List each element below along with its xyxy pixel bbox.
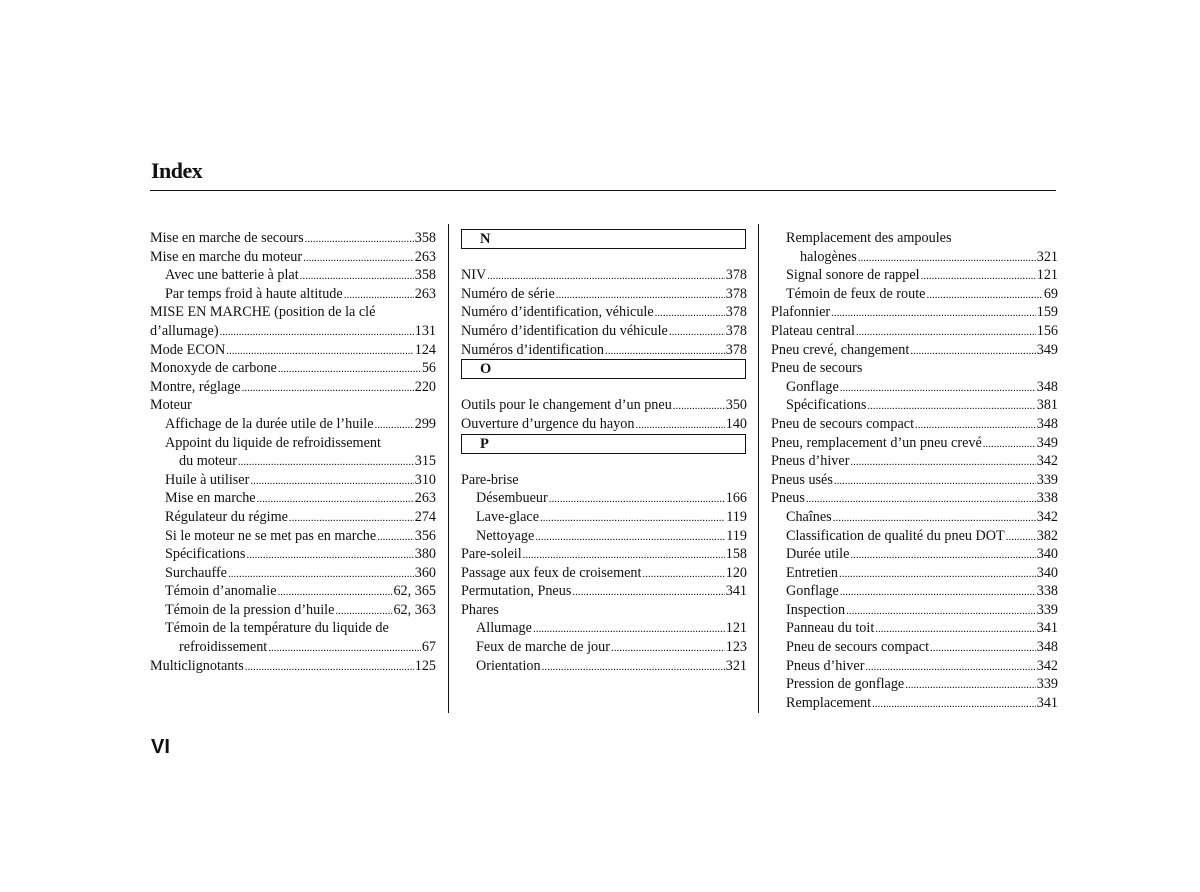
index-column-2	[461, 229, 747, 675]
page-reference: 321	[725, 657, 747, 674]
index-entry	[461, 322, 747, 341]
dot-leader	[605, 341, 725, 361]
index-entry	[771, 527, 1058, 546]
dot-leader	[905, 675, 1036, 695]
index-entry	[461, 266, 747, 285]
dot-leader	[238, 452, 414, 472]
dot-leader	[921, 266, 1036, 286]
index-entry	[771, 471, 1058, 490]
index-term: Lave-glace	[476, 508, 540, 525]
index-term: MISE EN MARCHE (position de la clé	[150, 304, 376, 321]
page-reference: 350	[725, 397, 747, 414]
index-entry	[150, 285, 436, 304]
page-reference: 378	[725, 304, 747, 321]
page-reference: 220	[414, 378, 436, 395]
page-reference: 381	[1036, 397, 1058, 414]
dot-leader	[926, 285, 1042, 305]
index-term: Pression de gonflage	[786, 676, 905, 693]
page-reference: 338	[1036, 583, 1058, 600]
page-reference: 341	[1036, 620, 1058, 637]
index-term: Chaînes	[786, 508, 832, 525]
index-term: Pneus	[771, 490, 805, 507]
dot-leader	[840, 378, 1036, 398]
index-entry	[771, 657, 1058, 676]
index-term: Outils pour le changement d’un pneu	[461, 397, 672, 414]
index-term: Pneu de secours	[771, 360, 863, 377]
index-entry	[771, 303, 1058, 322]
index-entry	[771, 415, 1058, 434]
index-term: Plafonnier	[771, 304, 831, 321]
dot-leader	[930, 638, 1036, 658]
index-term: Numéros d’identification	[461, 341, 605, 358]
index-entry	[461, 638, 747, 657]
page-reference: 380	[414, 546, 436, 563]
index-term: Allumage	[476, 620, 532, 637]
page-reference: 62, 365	[393, 583, 436, 600]
page-reference: 378	[725, 267, 747, 284]
index-term: Pare-soleil	[461, 546, 522, 563]
index-term: Durée utile	[786, 546, 850, 563]
index-term: Pneu crevé, changement	[771, 341, 910, 358]
index-entry	[461, 508, 747, 527]
page-reference: 349	[1036, 341, 1058, 358]
index-entry	[771, 675, 1058, 694]
index-entry	[150, 545, 436, 564]
index-term: Nettoyage	[476, 527, 535, 544]
index-entry	[771, 564, 1058, 583]
index-entry	[150, 415, 436, 434]
index-term: Permutation, Pneus	[461, 583, 572, 600]
dot-leader	[806, 489, 1036, 509]
page-reference: 159	[1036, 304, 1058, 321]
dot-leader	[856, 322, 1036, 342]
dot-leader	[839, 564, 1036, 584]
index-term: Entretien	[786, 564, 838, 581]
index-term: Si le moteur ne se met pas en marche	[165, 527, 377, 544]
index-entry	[461, 545, 747, 564]
dot-leader	[983, 434, 1036, 454]
dot-leader	[242, 378, 414, 398]
index-entry	[461, 564, 747, 583]
index-entry	[461, 303, 747, 322]
index-entry	[771, 452, 1058, 471]
index-term: Avec une batterie à plat	[165, 267, 299, 284]
index-entry	[461, 582, 747, 601]
index-entry	[150, 303, 436, 322]
index-term: Appoint du liquide de refroidissement	[165, 434, 381, 451]
page-reference: 348	[1036, 639, 1058, 656]
index-term: Témoin d’anomalie	[165, 583, 277, 600]
index-term: Pare-brise	[461, 471, 519, 488]
index-entry	[150, 471, 436, 490]
index-term: d’allumage)	[150, 322, 219, 339]
page-reference: 158	[725, 546, 747, 563]
page-reference: 119	[726, 508, 747, 525]
page-reference: 341	[725, 583, 747, 600]
page-reference: 125	[414, 657, 436, 674]
index-entry	[771, 396, 1058, 415]
dot-leader	[246, 545, 413, 565]
index-term: Remplacement	[786, 694, 872, 711]
index-term: refroidissement	[179, 639, 268, 656]
dot-leader	[831, 303, 1036, 323]
index-entry	[461, 489, 747, 508]
dot-leader	[540, 508, 725, 528]
index-term: Orientation	[476, 657, 541, 674]
page-reference: 166	[725, 490, 747, 507]
page-reference: 378	[725, 341, 747, 358]
index-entry	[771, 322, 1058, 341]
dot-leader	[875, 619, 1035, 639]
dot-leader	[542, 657, 725, 677]
index-entry	[771, 601, 1058, 620]
index-term: Huile à utiliser	[165, 471, 250, 488]
page-reference: 156	[1036, 322, 1058, 339]
dot-leader	[257, 489, 414, 509]
index-entry	[771, 266, 1058, 285]
page-title: Index	[151, 158, 203, 183]
dot-leader	[533, 619, 725, 639]
index-entry	[150, 322, 436, 341]
index-term: Numéro d’identification, véhicule	[461, 304, 654, 321]
dot-leader	[220, 322, 414, 342]
index-term: Gonflage	[786, 378, 839, 395]
page-reference: 140	[725, 415, 747, 432]
page-reference: 358	[414, 267, 436, 284]
index-term: Surchauffe	[165, 564, 227, 581]
page-reference: 348	[1036, 415, 1058, 432]
index-entry	[150, 452, 436, 471]
page-reference: 339	[1036, 471, 1058, 488]
index-term: Mise en marche du moteur	[150, 248, 303, 265]
dot-leader	[278, 359, 421, 379]
page-reference: 378	[725, 285, 747, 302]
dot-leader	[833, 508, 1036, 528]
dot-leader	[335, 601, 392, 621]
page-reference: 263	[414, 285, 436, 302]
page-reference: 263	[414, 248, 436, 265]
index-column-3	[771, 229, 1058, 712]
dot-leader	[226, 341, 413, 361]
page-number: VI	[151, 736, 170, 758]
index-term: Inspection	[786, 601, 846, 618]
dot-leader	[556, 285, 725, 305]
dot-leader	[850, 545, 1035, 565]
dot-leader	[535, 527, 725, 547]
index-term: Régulateur du régime	[165, 508, 288, 525]
index-term: Phares	[461, 601, 499, 618]
page-reference: 339	[1036, 601, 1058, 618]
index-entry	[771, 341, 1058, 360]
page-reference: 69	[1043, 285, 1058, 302]
page-reference: 120	[725, 564, 747, 581]
index-entry	[771, 378, 1058, 397]
dot-leader	[375, 415, 414, 435]
index-entry	[150, 527, 436, 546]
index-entry	[150, 341, 436, 360]
index-term: Témoin de la pression d’huile	[165, 601, 335, 618]
index-term: Monoxyde de carbone	[150, 360, 277, 377]
dot-leader	[611, 638, 725, 658]
dot-leader	[834, 471, 1036, 491]
index-entry	[150, 248, 436, 267]
page-reference: 263	[414, 490, 436, 507]
index-entry	[150, 508, 436, 527]
index-term: Remplacement des ampoules	[786, 230, 952, 246]
dot-leader	[523, 545, 725, 565]
dot-leader	[910, 341, 1035, 361]
dot-leader	[655, 303, 725, 323]
index-term: Pneu, remplacement d’un pneu crevé	[771, 434, 982, 451]
dot-leader	[642, 564, 724, 584]
page-reference: 62, 363	[393, 601, 436, 618]
index-entry	[771, 508, 1058, 527]
title-rule	[150, 190, 1056, 191]
index-entry	[150, 489, 436, 508]
index-entry	[150, 396, 436, 415]
index-term: Pneu de secours compact	[786, 639, 930, 656]
index-entry	[771, 248, 1058, 267]
page-reference: 121	[725, 620, 747, 637]
page-reference: 340	[1036, 564, 1058, 581]
index-term: Feux de marche de jour	[476, 639, 610, 656]
dot-leader	[865, 657, 1035, 677]
dot-leader	[850, 452, 1035, 472]
section-letter-header: N	[461, 229, 746, 249]
dot-leader	[289, 508, 414, 528]
index-term: halogènes	[800, 248, 857, 265]
index-entry	[150, 601, 436, 620]
index-entry	[771, 582, 1058, 601]
page-reference: 321	[1036, 248, 1058, 265]
dot-leader	[377, 527, 414, 547]
page-reference: 119	[726, 527, 747, 544]
index-term: Mode ECON	[150, 341, 226, 358]
page-reference: 124	[414, 341, 436, 358]
page-reference: 342	[1036, 657, 1058, 674]
page-reference: 382	[1036, 527, 1058, 544]
index-term: Pneus d’hiver	[771, 453, 850, 470]
page-reference: 299	[414, 415, 436, 432]
page-reference: 131	[414, 322, 436, 339]
dot-leader	[840, 582, 1036, 602]
index-term: Plateau central	[771, 322, 855, 339]
index-term: Pneu de secours compact	[771, 415, 915, 432]
index-entry	[771, 229, 1058, 248]
dot-leader	[303, 248, 414, 268]
page-reference: 356	[414, 527, 436, 544]
index-entry	[150, 582, 436, 601]
index-entry	[461, 601, 747, 620]
page-reference: 67	[421, 639, 436, 656]
index-entry	[461, 619, 747, 638]
dot-leader	[846, 601, 1036, 621]
page-reference: 342	[1036, 453, 1058, 470]
index-entry	[150, 434, 436, 453]
page-reference: 349	[1036, 434, 1058, 451]
dot-leader	[228, 564, 414, 584]
index-term: Ouverture d’urgence du hayon	[461, 415, 635, 432]
dot-leader	[250, 471, 413, 491]
dot-leader	[635, 415, 724, 435]
index-entry	[771, 489, 1058, 508]
index-term: Témoin de la température du liquide de	[165, 620, 389, 637]
dot-leader	[344, 285, 414, 305]
index-entry	[150, 266, 436, 285]
page-reference: 358	[414, 230, 436, 246]
dot-leader	[245, 657, 414, 677]
index-entry	[771, 694, 1058, 713]
dot-leader	[278, 582, 393, 602]
index-entry	[771, 619, 1058, 638]
dot-leader	[487, 266, 725, 286]
dot-leader	[268, 638, 421, 658]
dot-leader	[549, 489, 725, 509]
index-entry	[150, 619, 436, 638]
dot-leader	[872, 694, 1036, 714]
page-reference: 56	[421, 360, 436, 377]
index-term: Passage aux feux de croisement	[461, 564, 642, 581]
index-term: Numéro d’identification du véhicule	[461, 322, 668, 339]
index-term: Signal sonore de rappel	[786, 267, 920, 284]
index-entry	[461, 285, 747, 304]
index-entry	[771, 285, 1058, 304]
dot-leader	[669, 322, 725, 342]
column-divider	[758, 224, 759, 713]
index-term: Numéro de série	[461, 285, 555, 302]
dot-leader	[673, 396, 725, 416]
index-term: Mise en marche	[165, 490, 256, 507]
index-term: Témoin de feux de route	[786, 285, 926, 302]
index-entry	[771, 359, 1058, 378]
page-reference: 121	[1036, 267, 1058, 284]
page-reference: 378	[725, 322, 747, 339]
index-term: Multiclignotants	[150, 657, 244, 674]
section-letter-header: O	[461, 359, 746, 379]
index-entry	[150, 657, 436, 676]
index-entry	[461, 415, 747, 434]
index-term: Pneus d’hiver	[786, 657, 865, 674]
index-term: Par temps froid à haute altitude	[165, 285, 343, 302]
page-reference: 339	[1036, 676, 1058, 693]
page-reference: 340	[1036, 546, 1058, 563]
index-term: Désembueur	[476, 490, 548, 507]
index-column-1	[150, 229, 436, 675]
index-term: Spécifications	[786, 397, 867, 414]
page-reference: 338	[1036, 490, 1058, 507]
index-entry	[461, 657, 747, 676]
index-term: Gonflage	[786, 583, 839, 600]
dot-leader	[915, 415, 1036, 435]
section-letter-header: P	[461, 434, 746, 454]
dot-leader	[572, 582, 724, 602]
index-term: NIV	[461, 267, 487, 284]
page-reference: 310	[414, 471, 436, 488]
index-entry	[461, 471, 747, 490]
index-entry	[150, 229, 436, 248]
index-term: Pneus usés	[771, 471, 833, 488]
index-term: Classification de qualité du pneu DOT	[786, 527, 1005, 544]
column-divider	[448, 224, 449, 713]
index-entry	[150, 638, 436, 657]
index-term: Montre, réglage	[150, 378, 241, 395]
index-term: Moteur	[150, 397, 192, 414]
index-entry	[771, 434, 1058, 453]
index-term: Mise en marche de secours	[150, 230, 304, 246]
page-reference: 123	[725, 639, 747, 656]
dot-leader	[1006, 527, 1036, 547]
index-entry	[461, 396, 747, 415]
page-reference: 360	[414, 564, 436, 581]
page-reference: 348	[1036, 378, 1058, 395]
index-entry	[150, 564, 436, 583]
index-entry	[461, 341, 747, 360]
page-reference: 274	[414, 508, 436, 525]
index-term: du moteur	[179, 453, 237, 470]
index-term: Affichage de la durée utile de l’huile	[165, 415, 374, 432]
index-entry	[150, 359, 436, 378]
index-term: Panneau du toit	[786, 620, 875, 637]
index-entry	[771, 638, 1058, 657]
page-reference: 342	[1036, 508, 1058, 525]
dot-leader	[300, 266, 414, 286]
index-entry	[150, 378, 436, 397]
dot-leader	[305, 229, 414, 249]
dot-leader	[867, 396, 1035, 416]
page-reference: 341	[1036, 694, 1058, 711]
index-term: Spécifications	[165, 546, 246, 563]
index-entry	[771, 545, 1058, 564]
index-entry	[461, 527, 747, 546]
dot-leader	[858, 248, 1036, 268]
page-reference: 315	[414, 453, 436, 470]
